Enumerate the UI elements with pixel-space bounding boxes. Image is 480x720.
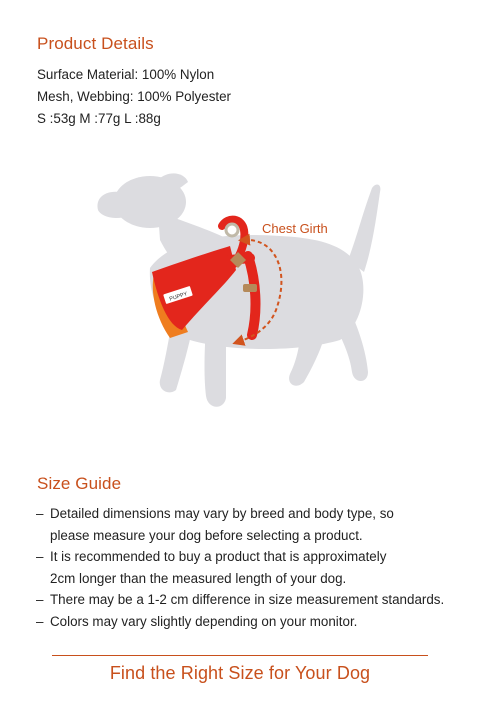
guide-item — [36, 611, 476, 633]
detail-line-surface: Surface Material: 100% Nylon — [37, 67, 215, 82]
guide-item — [36, 589, 476, 611]
guide-item — [36, 503, 476, 546]
guide-line: 2cm longer than the measured length of your dog. — [50, 570, 347, 586]
product-details-list — [37, 64, 231, 130]
guide-line: – Colors may vary slightly depending on your monitor. — [50, 613, 358, 629]
guide-line: – There may be a 1-2 cm difference in size measurement standards. — [50, 592, 445, 607]
size-guide-list — [36, 503, 476, 632]
guide-line: please measure your dog before selecting a product. — [50, 527, 363, 543]
footer-title: Find the Right Size for Your Dog — [109, 663, 371, 683]
guide-item — [36, 546, 476, 589]
size-guide-title: Size Guide — [37, 474, 122, 493]
footer-divider — [52, 655, 428, 656]
dog-harness-illustration — [80, 160, 410, 430]
product-details-title: Product Details — [37, 34, 154, 53]
detail-line-mesh: Mesh, Webbing: 100% Polyester — [37, 89, 232, 104]
chest-girth-label: Chest Girth — [262, 221, 328, 236]
guide-line: – Detailed dimensions may vary by breed and body type, so — [50, 506, 394, 521]
harness-tag-text: PUPPY — [168, 291, 189, 303]
guide-line: – It is recommended to buy a product that is approximately — [50, 549, 387, 564]
dog-silhouette — [97, 173, 380, 406]
detail-line-weights: S :53g M :77g L :88g — [37, 111, 161, 126]
